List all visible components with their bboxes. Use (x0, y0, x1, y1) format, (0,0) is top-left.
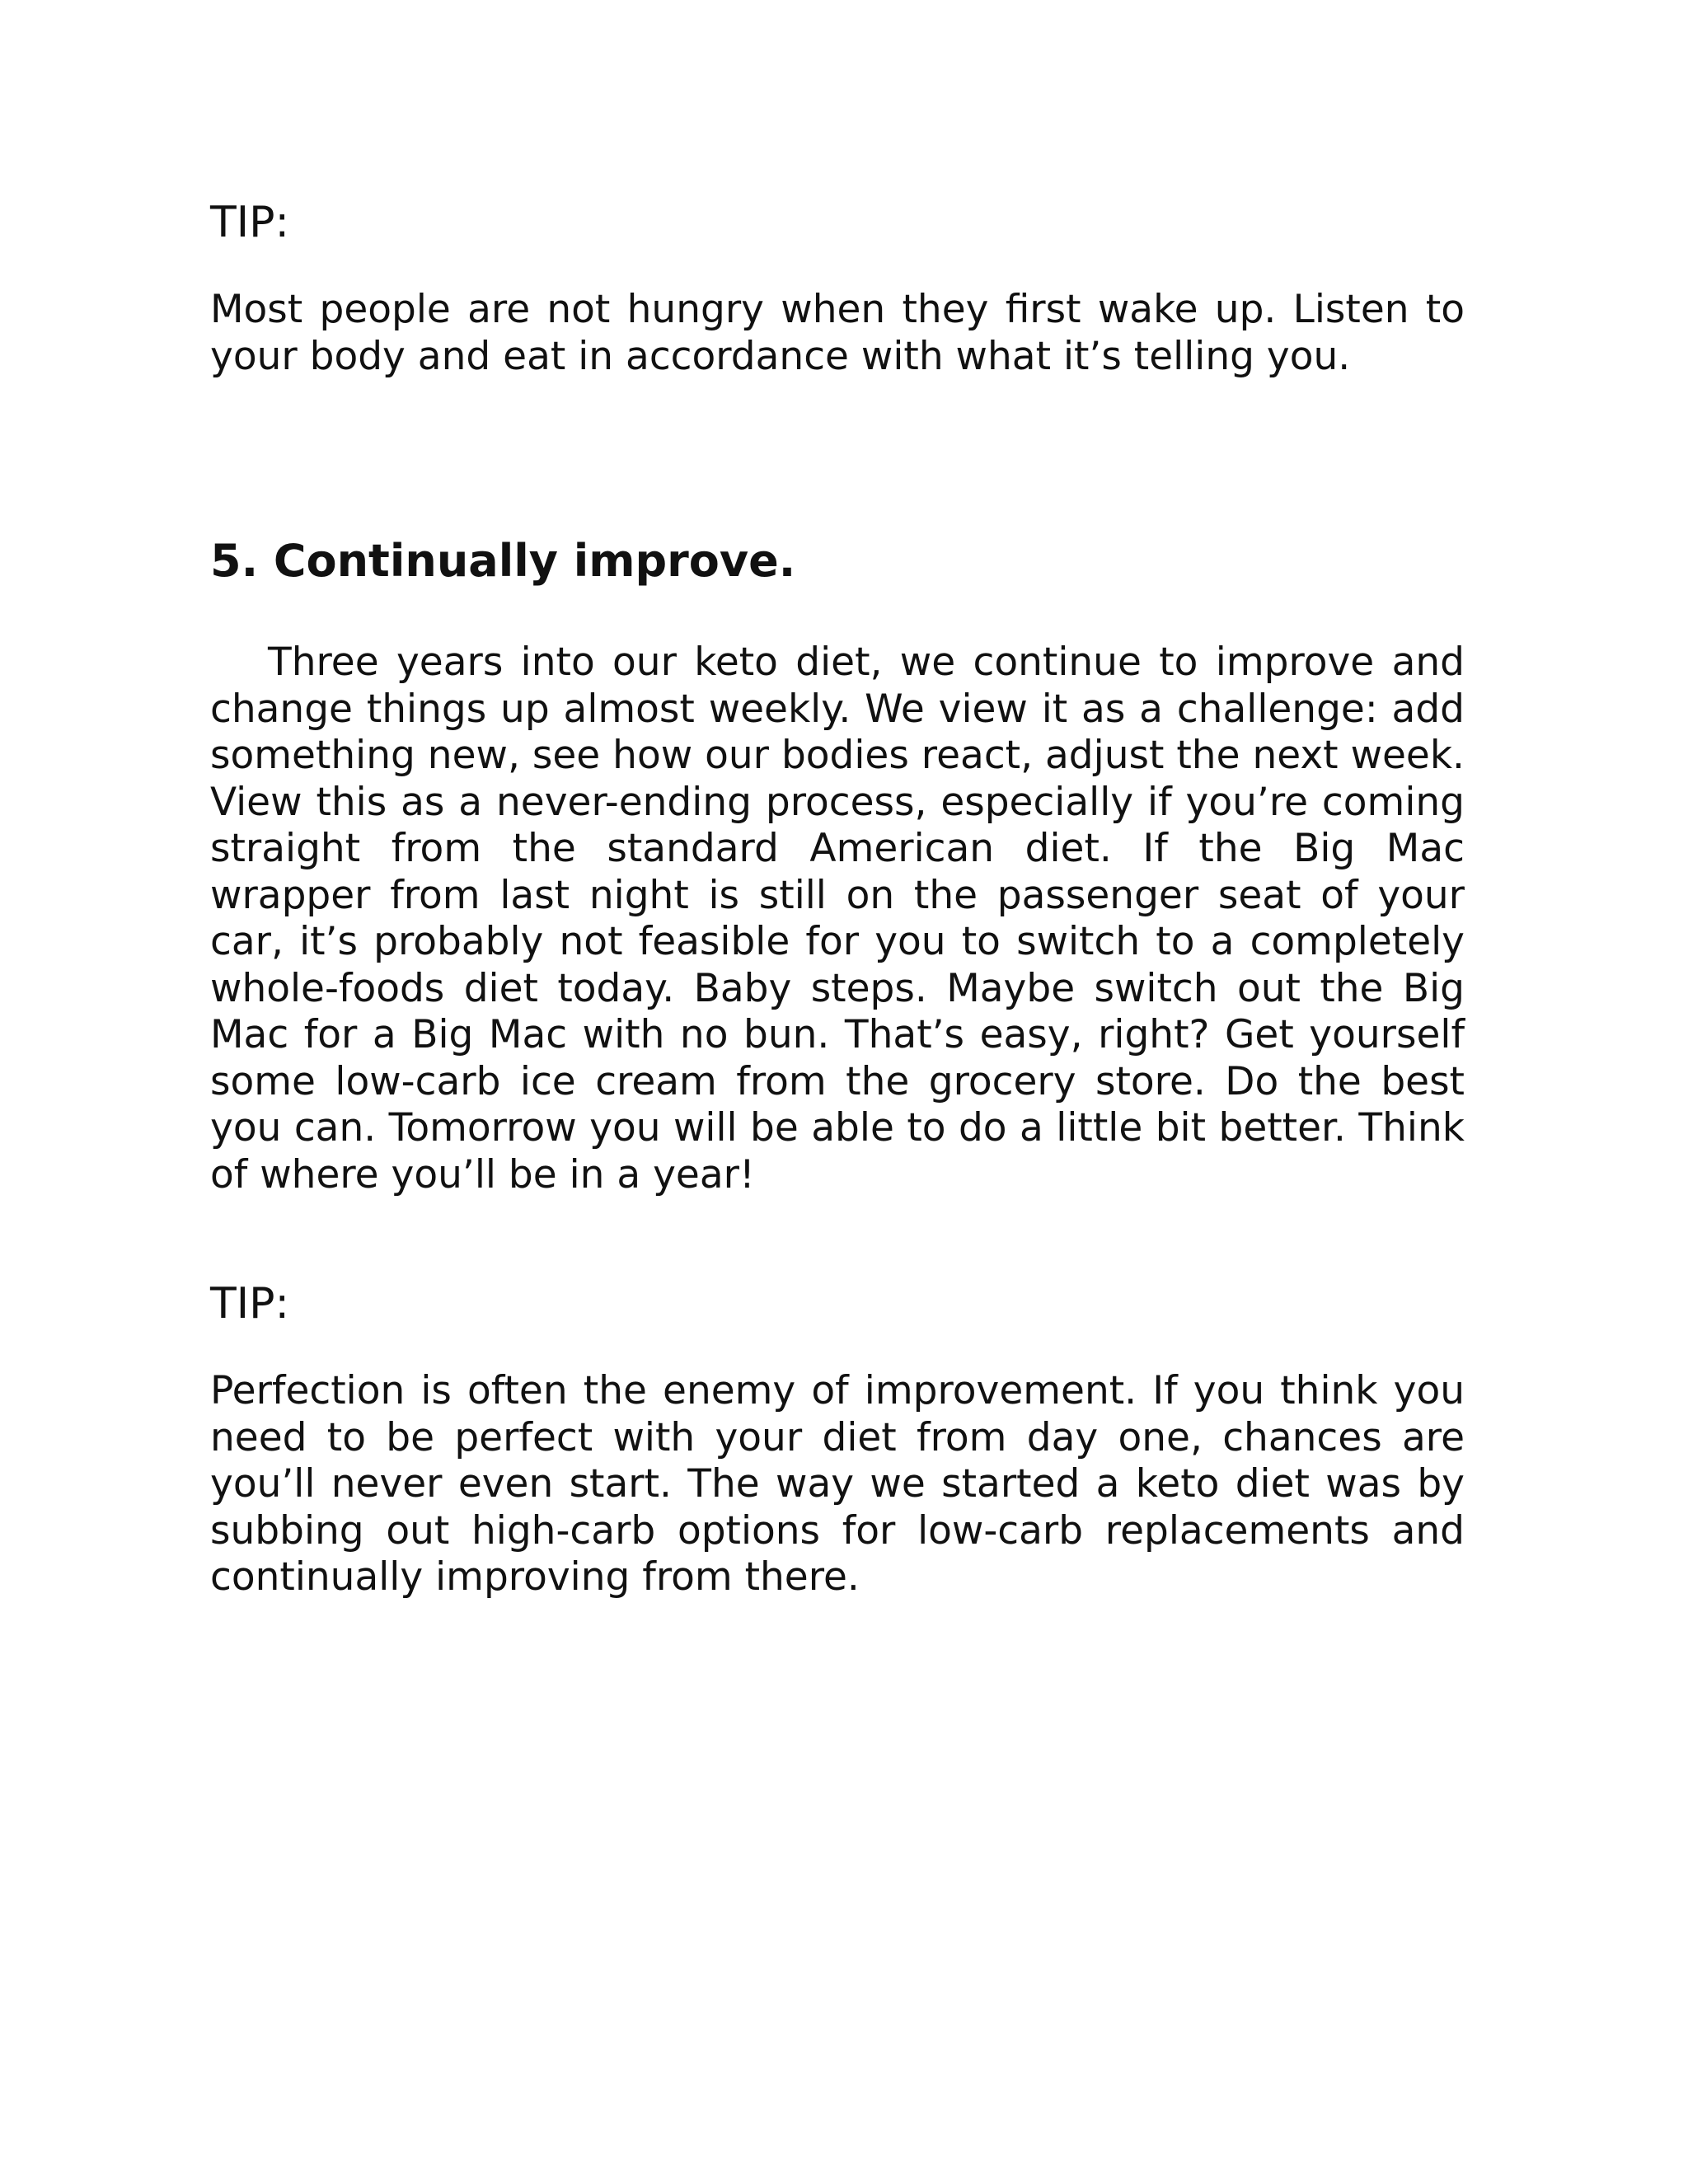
tip-1-body (210, 287, 1465, 380)
section-body: Three years into our keto diet, we continue to improve and change things up almost weekly. We view it as a challenge: add something new, see how our bodies react, adjust the next week. View this as a never-ending process, especially if you’re coming straight from the standard American diet. If the Big Mac wrapper from last night is still on the passenger seat of your car, it’s probably not feasible for you to switch to a completely whole-foods diet today. Baby steps. Maybe switch out the Big Mac for a Big Mac with no bun. That’s easy, right? Get yourself some low-carb ice cream from the grocery store. Do the best you can. Tomorrow you will be able to do a little bit better. Think of where you’ll be in a year! (210, 640, 1465, 1197)
tip-1 (210, 198, 1465, 247)
tip-text: Perfection is often the enemy of improvement. If you think you need to be perfect with your diet from day one, chances are you’ll never even start. The way we started a keto diet was by subbing out high-carb options for low-carb replacements and continually improving from there. (210, 1368, 1465, 1600)
tip-2 (210, 1279, 1465, 1329)
tip-2-body (210, 1368, 1465, 1601)
section-5-body-block (210, 640, 1465, 1198)
tip-label: TIP: (210, 198, 289, 247)
tip-text: Most people are not hungry when they first wake up. Listen to your body and eat in accordance with what it’s telling you. (210, 287, 1465, 379)
tip-label: TIP: (210, 1279, 289, 1329)
section-5-heading-block (210, 536, 1465, 587)
section-heading: 5. Continually improve. (210, 535, 796, 587)
